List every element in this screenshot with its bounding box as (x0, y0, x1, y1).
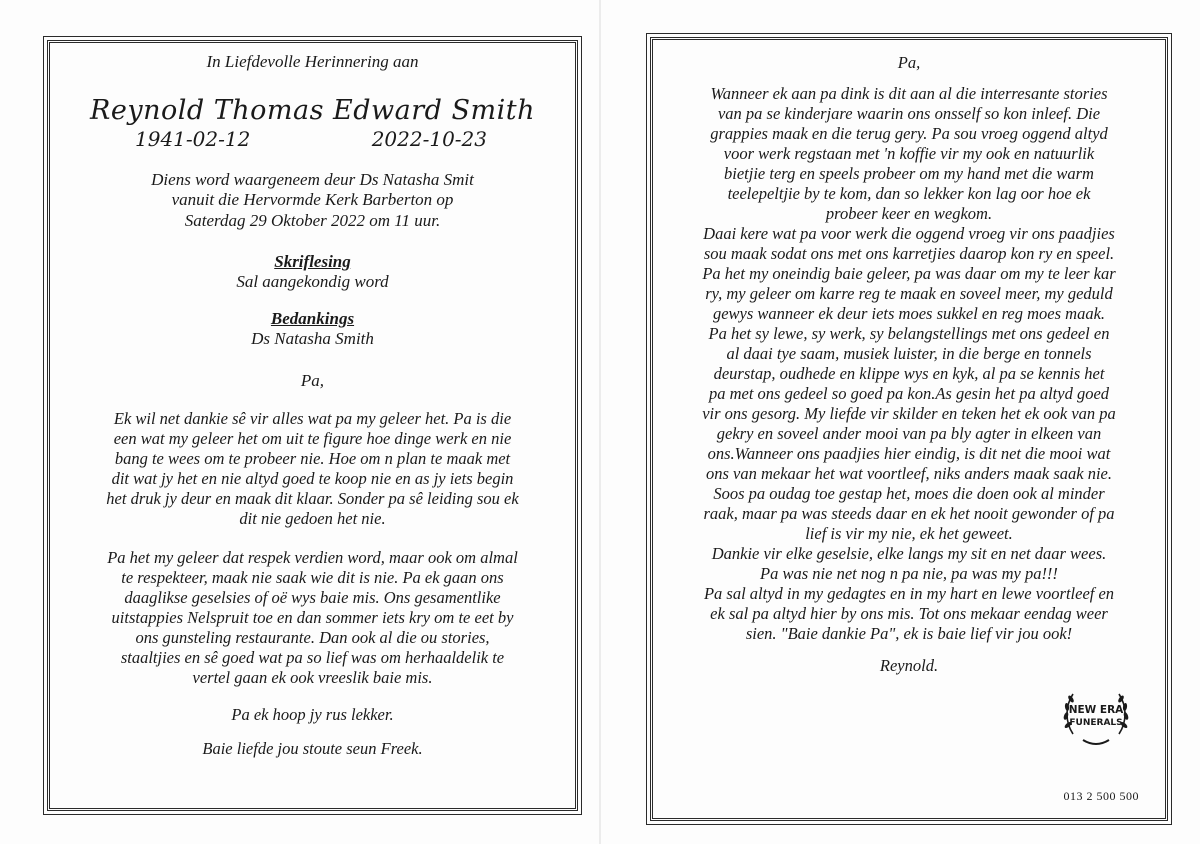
service-line: Saterdag 29 Oktober 2022 om 11 uur. (184, 210, 441, 230)
deceased-name: Reynold Thomas Edward Smith (90, 94, 535, 126)
salutation: Pa, (300, 371, 325, 390)
logo-text-line-1: NEW ERA (1068, 704, 1124, 716)
paragraph-line: het druk jy deur en maak dit klaar. Sonder pa sê leiding sou ek (106, 488, 519, 508)
paragraph-line: dit wat jy het en nie altyd goed te koop nie en as jy iets begin (111, 468, 514, 488)
tribute-line: gewys wanneer ek deur iets moes sukkel en reg moes maak. (712, 304, 1106, 323)
salutation: Pa, (897, 53, 921, 72)
paragraph-line: een wat my geleer het om uit te figure hoe dinge werk en nie (113, 428, 512, 448)
funeral-home-logo (1059, 678, 1133, 752)
tribute-line: Pa was nie net nog n pa nie, pa was my pa!!! (760, 564, 1058, 583)
tribute-line: probeer keer en wegkom. (825, 204, 993, 223)
tribute-line: Daai kere wat pa voor werk die oggend vroeg vir ons paadjies (703, 224, 1115, 243)
paragraph-line: te respekteer, maak nie saak wie dit is nie. Pa ek gaan ons (121, 567, 504, 587)
closing-line-1: Pa ek hoop jy rus lekker. (231, 704, 394, 724)
paragraph-line: ons gunsteling restaurante. Dan ook al die ou stories, (135, 627, 490, 647)
tribute-paragraph-1 (50, 409, 575, 529)
life-dates (50, 127, 575, 151)
tribute-line: raak, maar pa was steeds daar en ek het nooit gewonder of pa (703, 504, 1115, 523)
death-date: 2022-10-23 (371, 126, 487, 151)
paragraph-line: Pa het my geleer dat respek verdien word, maar ook om almal (107, 547, 518, 567)
tribute-line: Wanneer ek aan pa dink is dit aan al die interresante stories (710, 84, 1108, 103)
tribute-line: Dankie vir elke geselsie, elke langs my sit en net daar wees. (711, 544, 1107, 563)
paragraph-line: Ek wil net dankie sê vir alles wat pa my geleer het. Pa is die (113, 408, 512, 428)
tribute-line: lief is vir my nie, ek het geweet. (805, 524, 1013, 543)
tribute-line: Pa sal altyd in my gedagtes en in my hart en lewe voortleef en (703, 584, 1115, 603)
paragraph-line: staaltjies en sê goed wat pa so lief was om herhaaldelik te (120, 647, 505, 667)
tribute-line: Pa het my oneindig baie geleer, pa was daar om my te leer kar (702, 264, 1116, 283)
tribute-line: pa met ons gedeel so goed pa kon.As gesin het pa altyd goed (708, 384, 1110, 403)
tribute-line: vir ons gesorg. My liefde vir skilder en teken het ek ook van pa (702, 404, 1116, 423)
tribute-line: sien. "Baie dankie Pa", ek is baie lief vir jou ook! (745, 624, 1073, 643)
service-line: vanuit die Hervormde Kerk Barberton op (171, 190, 454, 209)
tribute-line: sou maak sodat ons met ons karretjies daarop kon ry en speel. (703, 244, 1115, 263)
tribute-line: ons van mekaar het wat voortleef, niks anders maak saak nie. (705, 464, 1112, 483)
tribute-line: Soos pa oudag toe gestap het, moes die doen ook al minder (713, 484, 1105, 503)
tribute-line: Pa het sy lewe, sy werk, sy belangstellings met ons gedeel en (708, 324, 1110, 343)
tribute-line: teelepeltjie by te kom, dan so lekker kon lag oor hoe ek (727, 184, 1091, 203)
logo-text-line-2: FUNERALS (1069, 718, 1123, 728)
signature: Reynold. (879, 656, 939, 675)
paragraph-line: vertel gaan ek ook vreeslik baie mis. (192, 667, 433, 687)
service-details (50, 170, 575, 232)
page-fold (599, 0, 601, 844)
right-page-frame (650, 37, 1168, 821)
tribute-line: al daai tye saam, musiek luister, in die berge en tonnels (726, 344, 1092, 363)
tribute-line: deurstap, oudhede en klippe wys en kyk, al pa se kennis het (713, 364, 1105, 383)
scripture-heading: Skriflesing (274, 252, 351, 271)
tribute-line: gekry en soveel ander mooi van pa bly agter in elkeen van (716, 424, 1102, 443)
thanks-heading: Bedankings (270, 308, 355, 328)
tribute-line: ry, my geleer om karre reg te maak en soveel meer, my geduld (705, 284, 1113, 303)
phone-number: 013 2 500 500 (1063, 789, 1139, 803)
service-line: Diens word waargeneem deur Ds Natasha Smit (151, 169, 474, 189)
left-page-content (50, 43, 575, 808)
thanks-text: Ds Natasha Smith (251, 328, 374, 348)
tribute-line: grappies maak en die terug gery. Pa sou vroeg oggend altyd (710, 124, 1108, 143)
tribute-line: ek sal pa altyd hier by ons mis. Tot ons mekaar eendag weer (710, 604, 1108, 623)
tribute-line: ons.Wanneer ons paadjies hier eindig, is dit net die mooi wat (707, 444, 1111, 463)
paragraph-line: uitstappies Nelspruit toe en dan sommer iets kry om te eet by (111, 607, 514, 627)
intro-text: In Liefdevolle Herinnering aan (206, 52, 419, 71)
tribute-body (653, 84, 1165, 644)
left-page-frame (47, 40, 578, 811)
tribute-line: voor werk regstaan met 'n koffie vir my ook en natuurlik (723, 144, 1095, 163)
tribute-line: van pa se kinderjare waarin ons onsself so kon inleef. Die (717, 104, 1101, 123)
birth-date: 1941-02-12 (135, 126, 251, 151)
tribute-paragraph-2 (50, 548, 575, 688)
paragraph-line: daaglikse geselsies of oë wys baie mis. Ons gesamentlike (124, 587, 501, 607)
closing-line-2: Baie liefde jou stoute seun Freek. (202, 738, 423, 758)
paragraph-line: dit nie gedoen het nie. (239, 508, 386, 528)
tribute-line: bietjie terg en speels probeer om my hand met die warm (724, 164, 1094, 183)
scripture-text: Sal aangekondig word (236, 272, 389, 291)
paragraph-line: bang te wees om te probeer nie. Hoe om n plan te maak met (114, 448, 511, 468)
